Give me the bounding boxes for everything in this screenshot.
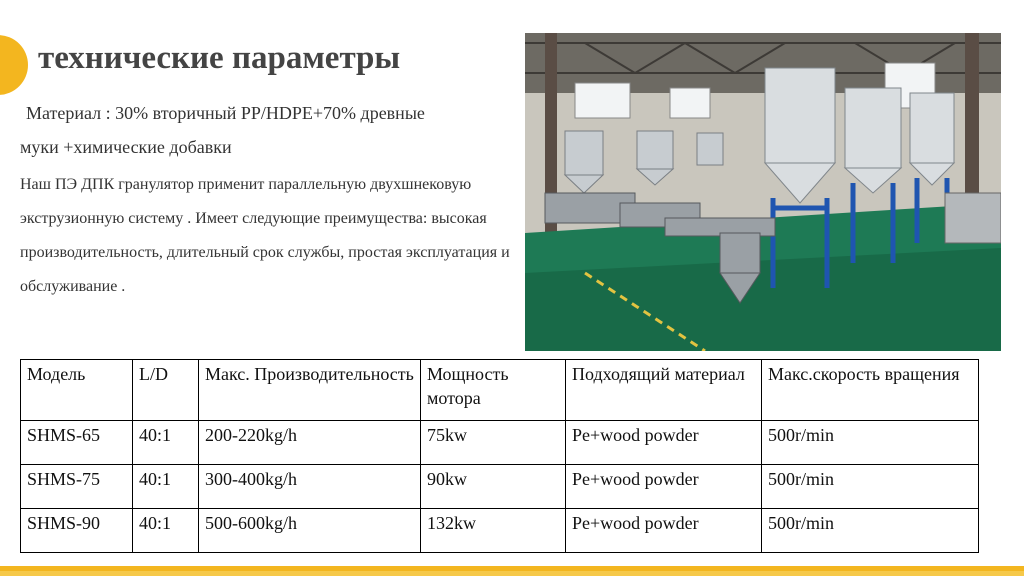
- cell-motor-power: 75kw: [421, 421, 566, 465]
- cell-ld: 40:1: [133, 465, 199, 509]
- cell-capacity: 200-220kg/h: [199, 421, 421, 465]
- accent-circle: [0, 35, 28, 95]
- header-motor-power: Мощность мотора: [421, 360, 566, 421]
- cell-model: SHMS-90: [21, 509, 133, 553]
- material-line-2: муки +химические добавки: [20, 137, 232, 157]
- table-row: [21, 509, 979, 553]
- description-text: Наш ПЭ ДПК гранулятор применит параллельную двухшнековую экструзионную систему . Имеет следующие преимущества: высокая производительность, длительный срок службы, простая эксплуатация и обслуживание .: [20, 176, 510, 295]
- cell-model: SHMS-65: [21, 421, 133, 465]
- cell-rotation-speed: 500r/min: [762, 421, 979, 465]
- cell-capacity: 300-400kg/h: [199, 465, 421, 509]
- cell-ld: 40:1: [133, 421, 199, 465]
- header-capacity: Макс. Производительность: [199, 360, 421, 421]
- header-rotation-speed: Макс.скорость вращения: [762, 360, 979, 421]
- bottom-accent-bar-lower: [0, 571, 1024, 576]
- cell-material: Pe+wood powder: [566, 509, 762, 553]
- table-row: [21, 421, 979, 465]
- cell-motor-power: 90kw: [421, 465, 566, 509]
- cell-capacity: 500-600kg/h: [199, 509, 421, 553]
- table-row: [21, 465, 979, 509]
- material-text: [20, 96, 510, 164]
- page-title: технические параметры: [38, 40, 401, 76]
- header-ld: L/D: [133, 360, 199, 421]
- cell-material: Pe+wood powder: [566, 465, 762, 509]
- table-header-row: [21, 360, 979, 421]
- header-material: Подходящий материал: [566, 360, 762, 421]
- cell-model: SHMS-75: [21, 465, 133, 509]
- cell-ld: 40:1: [133, 509, 199, 553]
- cell-material: Pe+wood powder: [566, 421, 762, 465]
- material-line-1: Материал : 30% вторичный PP/HDPE+70% древные: [26, 103, 425, 123]
- factory-photo: [525, 33, 1001, 351]
- spec-table: [20, 359, 979, 553]
- cell-rotation-speed: 500r/min: [762, 465, 979, 509]
- cell-motor-power: 132kw: [421, 509, 566, 553]
- header-model: Модель: [21, 360, 133, 421]
- cell-rotation-speed: 500r/min: [762, 509, 979, 553]
